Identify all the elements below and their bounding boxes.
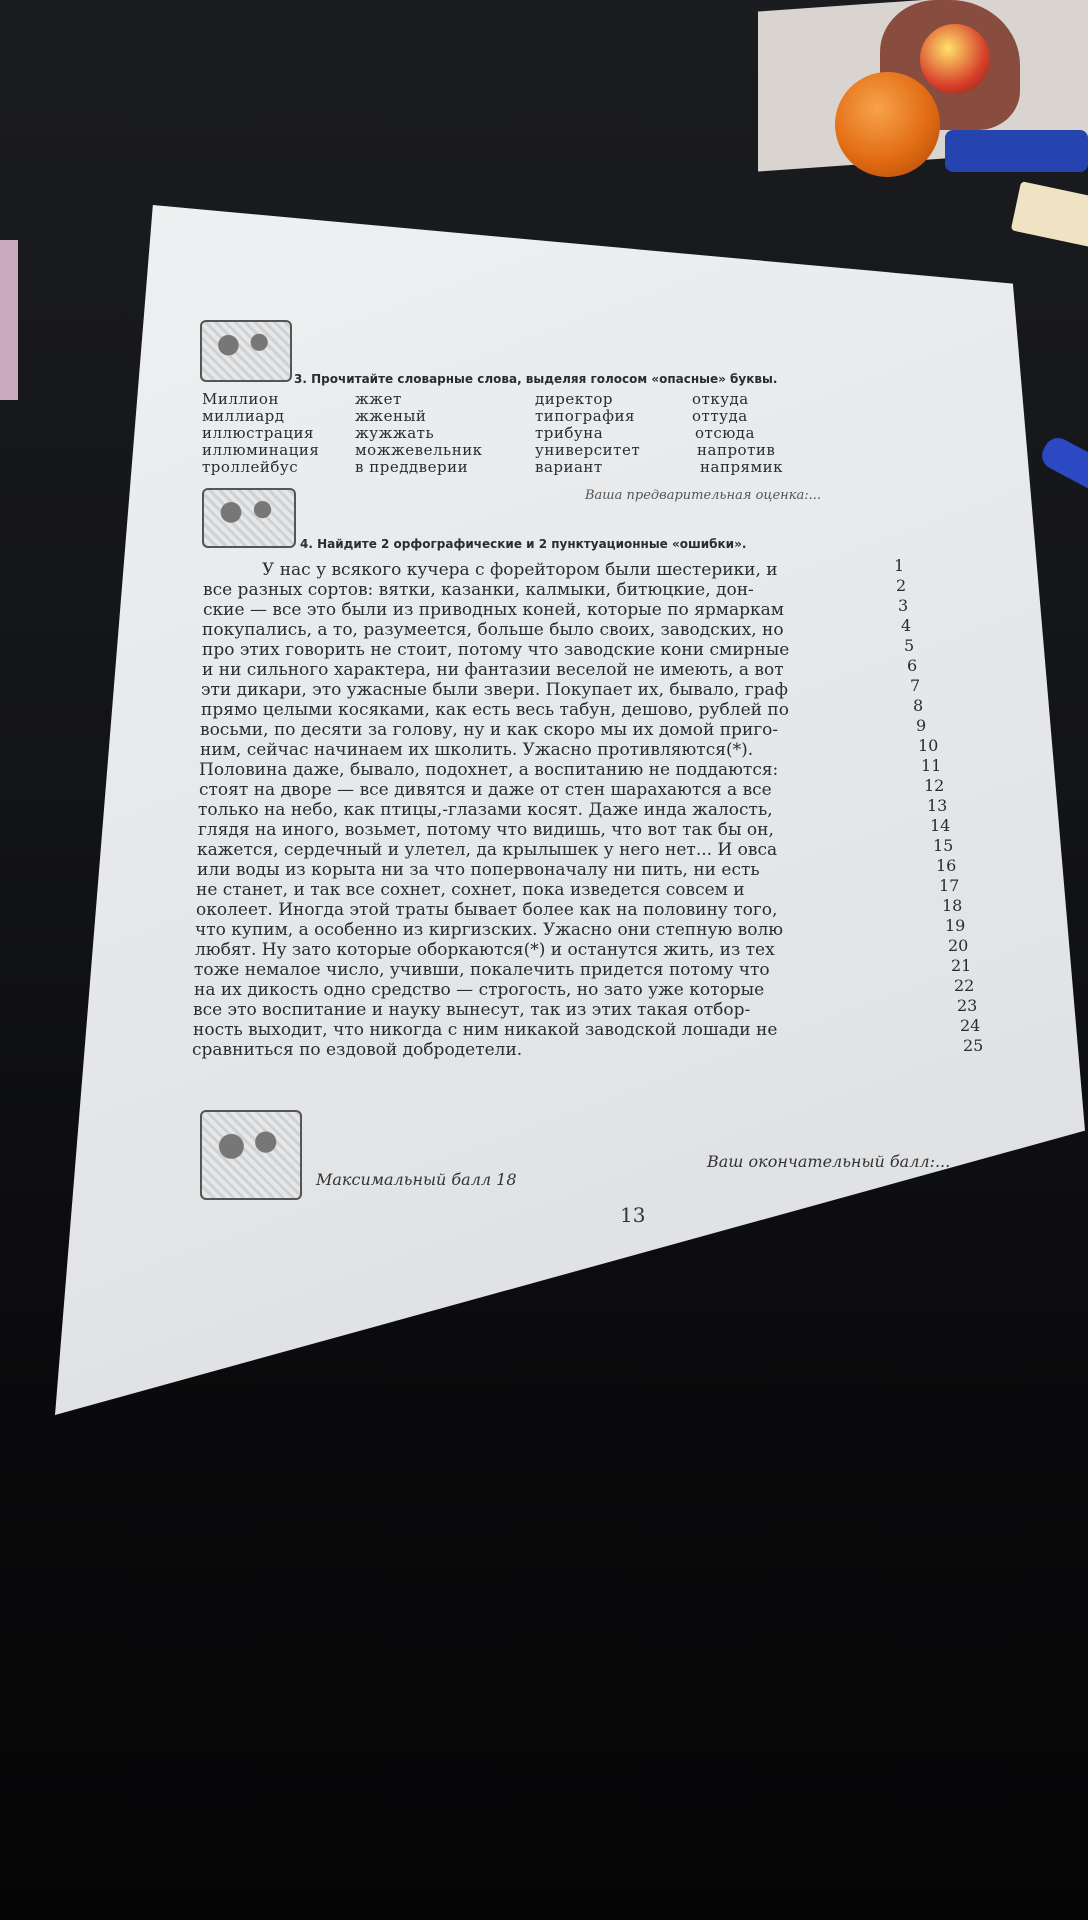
text-line: эти дикари, это ужасные были звери. Покупает их, бывало, граф — [201, 680, 788, 700]
text-line: ность выходит, что никогда с ним никакой заводской лошади не — [193, 1020, 778, 1040]
line-number: 11 — [921, 756, 942, 775]
page-number: 13 — [620, 1203, 646, 1227]
word: типография — [535, 407, 635, 425]
text-line: только на небо, как птицы,-глазами косят. Даже инда жалость, — [198, 800, 773, 820]
word: жужжать — [355, 424, 435, 442]
left-notebook-edge — [0, 240, 18, 400]
text-line: глядя на иного, возьмет, потому что видишь, что вот так бы он, — [198, 820, 774, 840]
line-number: 10 — [918, 736, 939, 755]
text-line: тоже немалое число, учивши, покалечить придется потому что — [194, 960, 770, 980]
text-line: ним, сейчас начинаем их школить. Ужасно противляются(*). — [200, 740, 754, 760]
line-number: 19 — [945, 916, 966, 935]
text-line: что купим, а особенно из киргизских. Ужасно они степную волю — [195, 920, 784, 940]
text-line: У нас у всякого кучера с форейтором были шестерики, и — [262, 560, 778, 580]
text-line: ские — все это были из приводных коней, которые по ярмаркам — [203, 600, 785, 620]
text-line: околеет. Иногда этой траты бывает более как на половину того, — [196, 900, 778, 920]
word: откуда — [692, 390, 749, 408]
text-line: или воды из корыта ни за что попервоначалу ни пить, ни есть — [197, 860, 760, 880]
blue-pen — [1037, 433, 1088, 499]
line-number: 15 — [933, 836, 954, 855]
line-number: 18 — [942, 896, 963, 915]
text-line: восьми, по десяти за голову, ну и как скоро мы их домой приго- — [200, 720, 779, 740]
line-number: 12 — [924, 776, 945, 795]
line-number: 13 — [927, 796, 948, 815]
line-number: 17 — [939, 876, 960, 895]
text-line: прямо целыми косяками, как есть весь табун, дешово, рублей по — [201, 700, 789, 720]
line-number: 9 — [916, 716, 927, 735]
line-number: 8 — [913, 696, 924, 715]
word: жжет — [355, 390, 402, 408]
text-line: все разных сортов: вятки, казанки, калмыки, битюцкие, дон- — [203, 580, 754, 600]
preliminary-grade-label: Ваша предварительная оценка:... — [585, 488, 822, 503]
line-number: 4 — [901, 616, 912, 635]
word: в преддверии — [355, 458, 469, 476]
word: иллюминация — [202, 441, 320, 459]
word: жженый — [355, 407, 427, 425]
text-line: и ни сильного характера, ни фантазии веселой не имеють, а вот — [202, 660, 784, 680]
word: оттуда — [692, 407, 748, 425]
text-line: сравниться по ездовой добродетели. — [192, 1040, 523, 1060]
line-number: 14 — [930, 816, 951, 835]
word: директор — [535, 390, 614, 408]
line-number: 5 — [904, 636, 915, 655]
text-line: про этих говорить не стоит, потому что заводские кони смирные — [202, 640, 790, 660]
text-line: кажется, сердечный и улетел, да крылышек у него нет... И овса — [197, 840, 778, 860]
line-number: 16 — [936, 856, 957, 875]
word: миллиард — [202, 407, 285, 425]
line-number: 25 — [963, 1036, 984, 1055]
line-number: 3 — [898, 596, 909, 615]
line-number: 22 — [954, 976, 975, 995]
line-number: 1 — [894, 556, 905, 575]
word: иллюстрация — [202, 424, 314, 442]
word: троллейбус — [202, 458, 299, 476]
text-line: стоят на дворе — все дивятся и даже от стен шарахаются а все — [199, 780, 772, 800]
blue-marker — [945, 130, 1088, 172]
line-number: 24 — [960, 1016, 981, 1035]
line-number: 6 — [907, 656, 918, 675]
worksheet-page — [55, 205, 1085, 1415]
word: напрямик — [700, 458, 784, 476]
eraser — [1011, 181, 1088, 249]
painted-egg-toy — [920, 24, 990, 94]
exercise3-title: 3. Прочитайте словарные слова, выделяя голосом «опасные» буквы. — [294, 372, 778, 386]
line-number: 2 — [896, 576, 907, 595]
max-score-label: Максимальный балл 18 — [316, 1170, 517, 1189]
orange-toy — [835, 72, 940, 177]
text-line: любят. Ну зато которые оборкаются(*) и останутся жить, из тех — [195, 940, 775, 960]
word: можжевельник — [355, 441, 483, 459]
line-number: 21 — [951, 956, 972, 975]
text-line: не станет, и так все сохнет, сохнет, пока изведется совсем и — [196, 880, 745, 900]
exercise4-title: 4. Найдите 2 орфографические и 2 пунктуационные «ошибки». — [300, 537, 747, 551]
text-line: покупались, а то, разумеется, больше было своих, заводских, но — [202, 620, 784, 640]
word: трибуна — [535, 424, 604, 442]
line-number: 7 — [910, 676, 921, 695]
word: отсюда — [695, 424, 755, 442]
word: Миллион — [202, 390, 279, 408]
line-number: 23 — [957, 996, 978, 1015]
word: напротив — [697, 441, 776, 459]
line-number: 20 — [948, 936, 969, 955]
word: университет — [535, 441, 641, 459]
word: вариант — [535, 458, 603, 476]
text-line: Половина даже, бывало, подохнет, а воспитанию не поддаются: — [199, 760, 779, 780]
text-line: на их дикость одно средство — строгость, но зато уже которые — [194, 980, 765, 1000]
text-line: все это воспитание и науку вынесут, так из этих такая отбор- — [193, 1000, 751, 1020]
final-grade-label: Ваш окончательный балл:... — [707, 1152, 951, 1171]
